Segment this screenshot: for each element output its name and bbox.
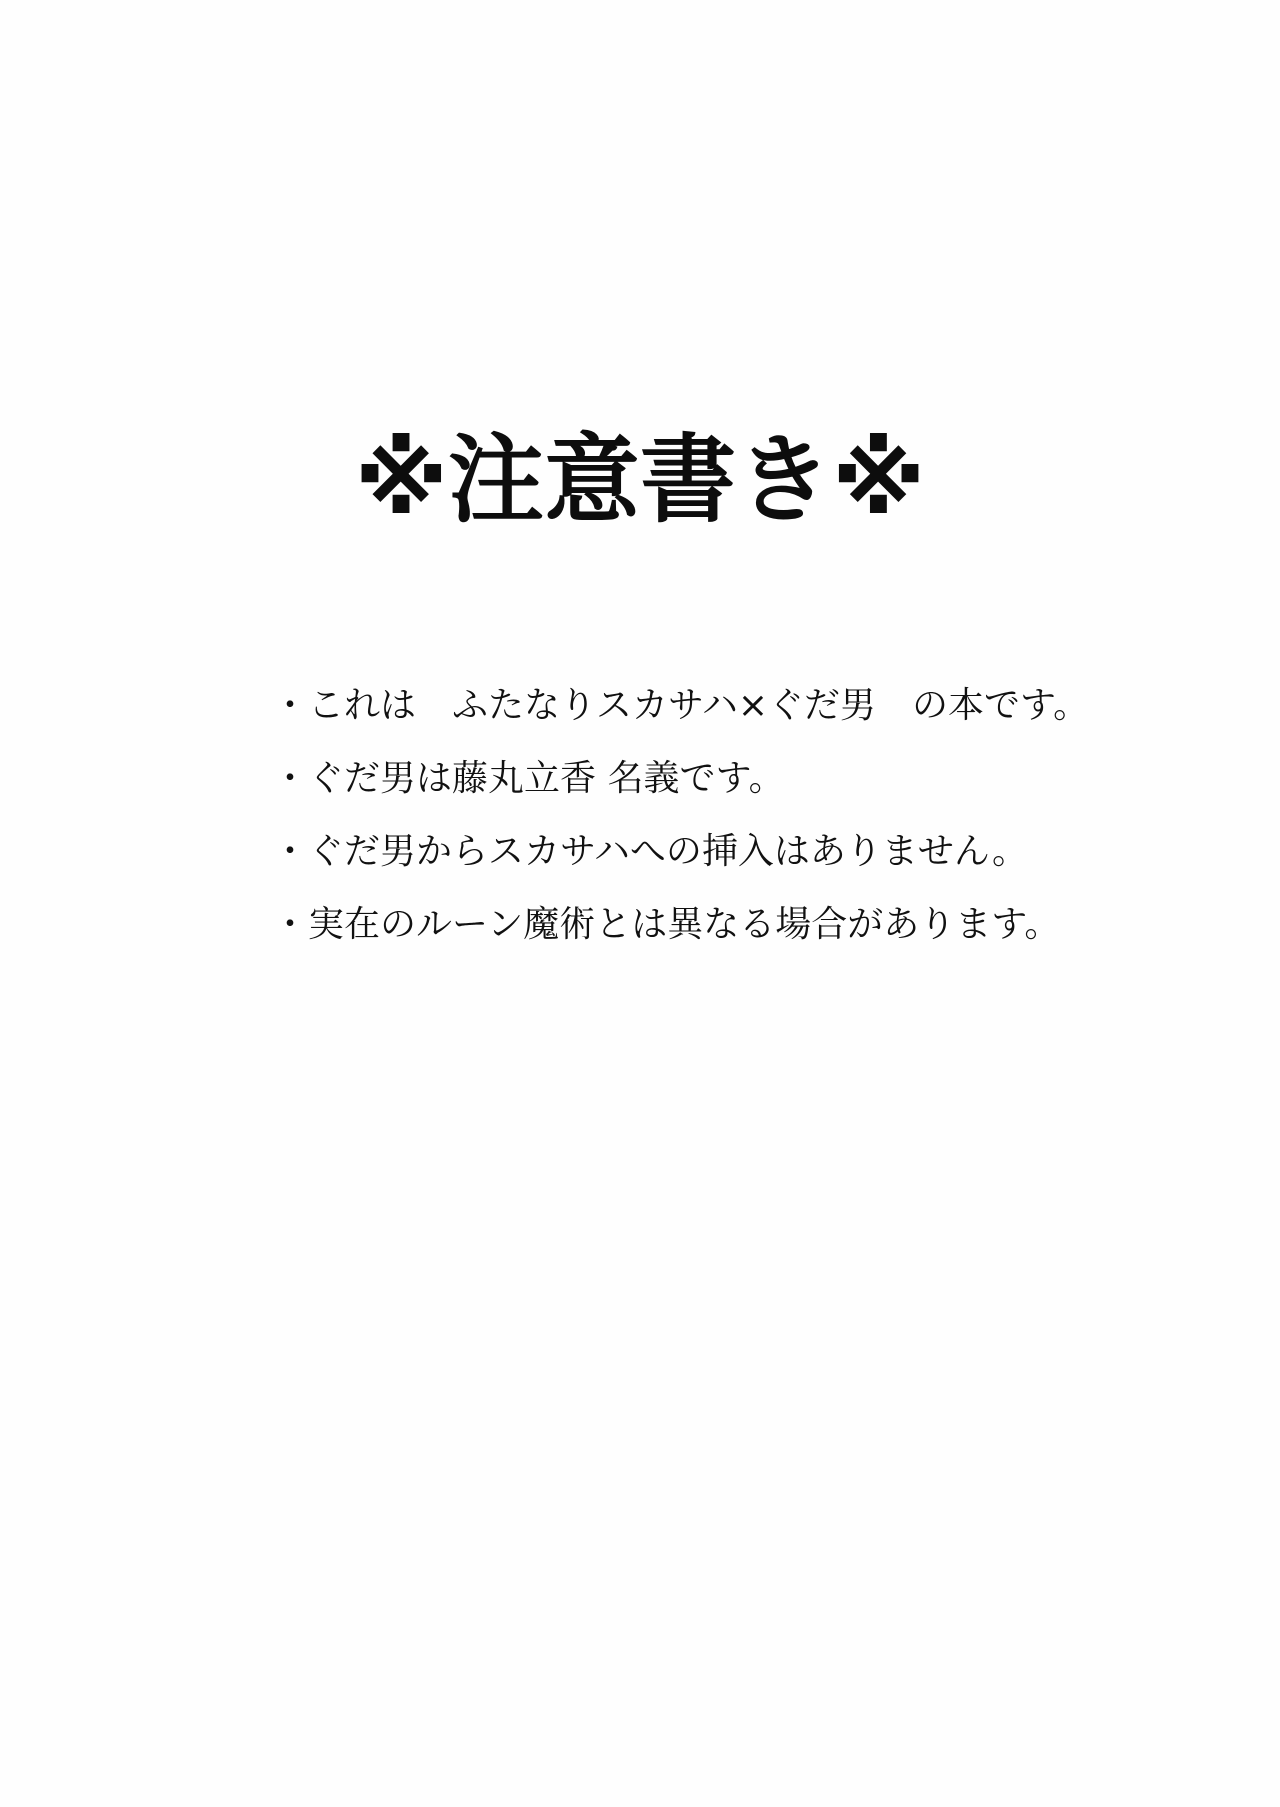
notice-list [272,686,1102,978]
notice-item-name: ・ぐだ男は藤丸立香 名義です。 [272,758,785,799]
page-title: ※注意書き※ [354,424,926,536]
notice-item-content: ・ぐだ男からスカサハへの挿入はありません。 [272,831,1029,872]
notice-item-rune: ・実在のルーン魔術とは異なる場合があります。 [272,904,1061,945]
notice-item-pairing: ・これは ふたなりスカサハ×ぐだ男 の本です。 [272,685,1090,726]
